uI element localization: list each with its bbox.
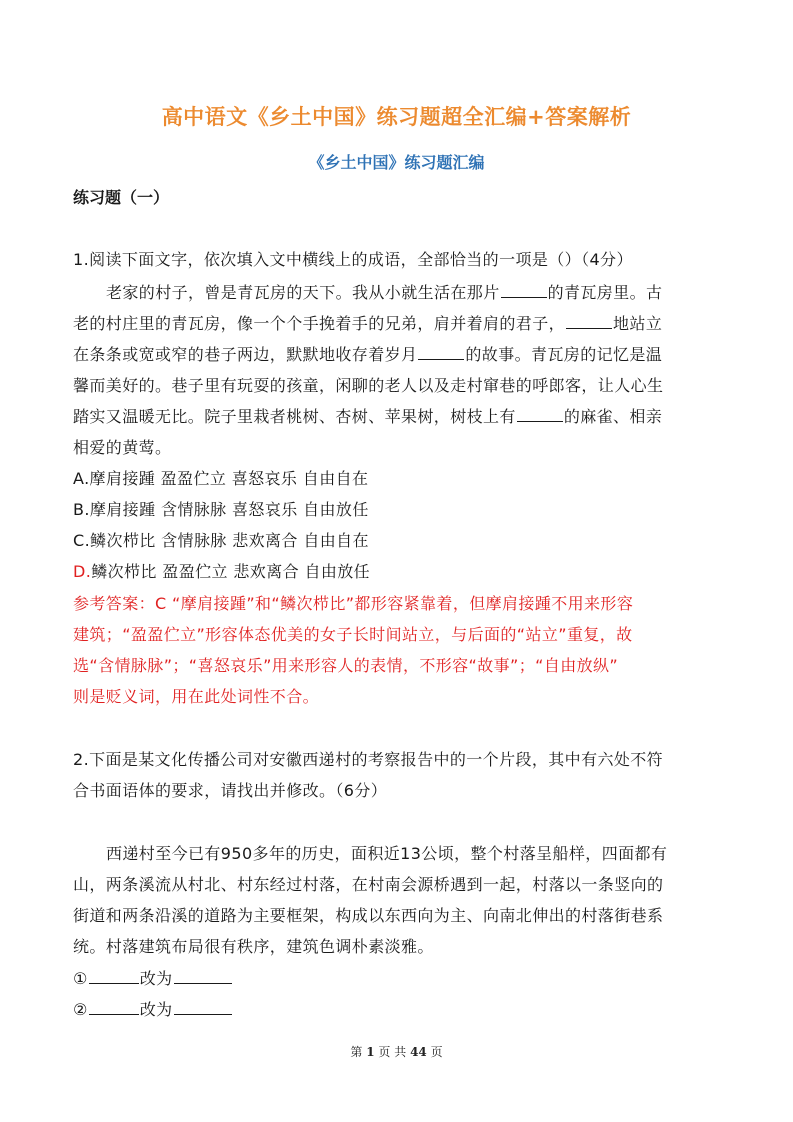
document-title: 高中语文《乡土中国》练习题超全汇编+答案解析 — [161, 105, 632, 129]
passage-line: 老家的村子，曾是青瓦房的天下。我从小就生活在那片 的青瓦房里。古 — [106, 283, 663, 302]
answer-blank — [566, 314, 612, 329]
section-heading: 练习题（一） — [73, 188, 170, 207]
question-1-stem: 1.阅读下面文字，依次填入文中横线上的成语，全部恰当的一项是（）（4分） — [73, 250, 633, 269]
passage-line: 山，两条溪流从村北、村东经过村落，在村南会源桥遇到一起，村落以一条竖向的 — [73, 875, 664, 894]
page-number: 1 — [366, 1045, 375, 1059]
answer-explanation-line: 选“含情脉脉”；“喜怒哀乐”用来形容人的表情，不形容“故事”；“自由放纵” — [73, 656, 619, 675]
question-2-stem: 合书面语体的要求，请找出并修改。（6分） — [73, 781, 388, 800]
answer-blank — [501, 283, 547, 298]
correction-item-1: ① 改为 — [73, 966, 233, 989]
answer-blank — [418, 345, 464, 360]
answer-blank — [89, 969, 139, 984]
passage-line: 在条条或宽或窄的巷子两边，默默地收存着岁月 的故事。青瓦房的记忆是温 — [73, 345, 663, 364]
passage-line: 踏实又温暖无比。院子里栽者桃树、杏树、苹果树，树枝上有 的麻雀、相亲 — [73, 407, 663, 426]
passage-line: 统。村落建筑布局很有秩序，建筑色调朴素淡雅。 — [73, 937, 434, 956]
passage-line: 街道和两条沿溪的道路为主要框架，构成以东西向为主、向南北伸出的村落街巷系 — [73, 906, 664, 925]
answer-blank — [89, 1000, 139, 1015]
page-total: 44 — [410, 1045, 427, 1059]
answer-blank — [517, 407, 563, 422]
answer-blank — [174, 1000, 232, 1015]
document-subtitle: 《乡土中国》练习题汇编 — [308, 153, 485, 172]
option-c: C.鳞次栉比 含情脉脉 悲欢离合 自由自在 — [73, 531, 369, 550]
passage-line: 相爱的黄莺。 — [73, 438, 172, 457]
option-b: B.摩肩接踵 含情脉脉 喜怒哀乐 自由放任 — [73, 500, 369, 519]
option-a: A.摩肩接踵 盈盈伫立 喜怒哀乐 自由自在 — [73, 469, 369, 488]
passage-line: 老的村庄里的青瓦房，像一个个手挽着手的兄弟，肩并着肩的君子， 地站立 — [73, 314, 663, 333]
answer-explanation-line: 则是贬义词，用在此处词性不合。 — [73, 687, 320, 706]
passage-line: 西递村至今已有950多年的历史，面积近13公顷，整个村落呈船样，四面都有 — [106, 844, 668, 863]
correction-item-2: ② 改为 — [73, 997, 233, 1020]
question-2-stem: 2.下面是某文化传播公司对安徽西递村的考察报告中的一个片段，其中有六处不符 — [73, 750, 664, 769]
answer-blank — [174, 969, 232, 984]
answer-explanation-line: 建筑；“盈盈伫立”形容体态优美的女子长时间站立，与后面的“站立”重复，故 — [73, 625, 633, 644]
answer-explanation-line: 参考答案：C “摩肩接踵”和“鳞次栉比”都形容紧靠着，但摩肩接踵不用来形容 — [73, 594, 634, 613]
option-d: D.鳞次栉比 盈盈伫立 悲欢离合 自由放任 — [73, 562, 371, 581]
page-footer: 第 1 页 共 44 页 — [350, 1045, 443, 1059]
passage-line: 馨而美好的。巷子里有玩耍的孩童，闲聊的老人以及走村窜巷的呼郎客，让人心生 — [73, 376, 664, 395]
